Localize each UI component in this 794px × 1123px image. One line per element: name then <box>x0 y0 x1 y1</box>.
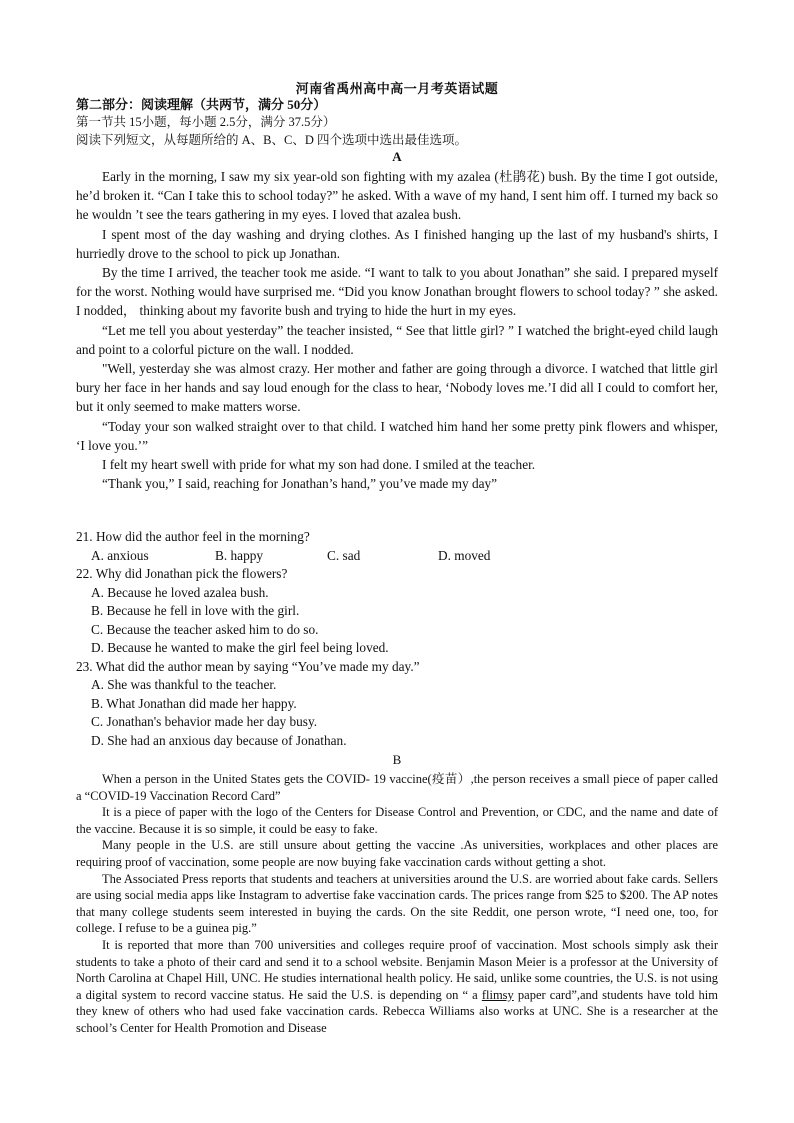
question-21: 21. How did the author feel in the morning? <box>76 529 310 544</box>
option[interactable]: D. moved <box>438 547 491 563</box>
question-21-options <box>76 547 718 566</box>
option[interactable]: B. happy <box>215 547 264 563</box>
passage-a <box>76 167 718 493</box>
passage-b-paragraph: When a person in the United States gets the COVID- 19 vaccine(疫苗）,the person receives a small piece of paper called a “COVID-19 Vaccination Record Card” <box>76 772 718 803</box>
instruction: 阅读下列短文，从每题所给的 A、B、C、D 四个选项中选出最佳选项。 <box>76 133 467 147</box>
passage-a-paragraph: “Thank you,” I said, reaching for Jonathan’s hand,” you’ve made my day” <box>102 476 498 492</box>
option[interactable]: A. She was thankful to the teacher. <box>91 677 277 692</box>
option[interactable]: B. What Jonathan did made her happy. <box>91 695 297 711</box>
passage-a-paragraph: “Let me tell you about yesterday” the teacher insisted, “ See that little girl? ” I watched the bright-eyed child laugh and point to a colorful picture on the wall. I nodded. <box>76 322 718 357</box>
passage-a-paragraph: I spent most of the day washing and drying clothes. As I finished hanging up the last of my husband's shirts, I hurriedly drove to the school to pick up Jonathan. <box>76 226 718 261</box>
option[interactable]: A. Because he loved azalea bush. <box>91 584 269 600</box>
passage-a-paragraph: Early in the morning, I saw my six year-old son fighting with my azalea (杜鹃花) bush. By the time I got outside, he’d broken it. “Can I take this to school today?” he asked. With a wave of my hand, I sent him off. I turned my back so he wouldn ’t see the tears gathering in my eyes. I loved that azalea bush. <box>76 169 718 223</box>
passage-b-paragraph: It is a piece of paper with the logo of the Centers for Disease Control and Prevention, or CDC, and the name and date of the vaccine. Because it is so simple, it could be easy to fake. <box>76 805 718 836</box>
page-title: 河南省禹州高中高一月考英语试题 <box>295 81 499 96</box>
option[interactable]: D. Because he wanted to make the girl feel being loved. <box>91 640 389 655</box>
section-note: 第一节共 15小题，每小题 2.5分，满分 37.5分） <box>76 115 336 129</box>
text-run: paper card”,and students have told him they knew of others who had used fake vaccination cards. Rebecca Williams also works at UNC. She is a researcher at the school’s Center for Health Promotion and Disease <box>76 987 718 1035</box>
underlined-word: flimsy <box>481 987 514 1002</box>
passage-b-label: B <box>392 752 402 767</box>
option[interactable]: D. She had an anxious day because of Jonathan. <box>91 732 347 748</box>
option[interactable]: C. sad <box>327 547 361 563</box>
part-heading: 第二部分：阅读理解（共两节，满分 50分） <box>76 97 327 112</box>
passage-b-paragraph <box>76 937 718 1037</box>
passage-b-paragraph: Many people in the U.S. are still unsure about getting the vaccine .As universities, workplaces and other places are requiring proof of vaccination, some people are now buying fake vaccination cards without getting a shot. <box>76 838 718 869</box>
question-22: 22. Why did Jonathan pick the flowers? <box>76 566 288 581</box>
option[interactable]: C. Jonathan's behavior made her day busy. <box>91 714 318 729</box>
passage-a-paragraph: I felt my heart swell with pride for what my son had done. I smiled at the teacher. <box>102 457 536 473</box>
option[interactable]: A. anxious <box>91 547 149 563</box>
passage-a-paragraph: “Today your son walked straight over to that child. I watched him hand her some pretty pink flowers and whisper, ‘I love you.’” <box>76 418 718 453</box>
text-run: It is reported that more than 700 universities and colleges require proof of vaccination. Most schools simply ask their students to take a photo of their card and send it to a school website. Benjamin Mason Meier is a professor at the University of North Carolina at Chapel Hill, UNC. He studies international health policy. He said, unlike some countries, the U.S. is not using a digital system to record vaccine status. He said the U.S. is depending on “ a <box>76 937 718 1002</box>
passage-a-label: A <box>392 149 402 164</box>
passage-a-paragraph: "Well, yesterday she was almost crazy. Her mother and father are going through a divorce. I watched that little girl bury her face in her hands and say loud enough for the class to hear, ‘Nobody loves me.’I did all I could to comfort her, but it only seemed to make matters worse. <box>76 361 718 415</box>
passage-b-paragraph: The Associated Press reports that students and teachers at universities around the U.S. are worried about fake cards. Sellers are using social media apps like Instagram to advertise fake vaccination cards. The prices range from $25 to $200. The AP notes that many college students seem interested in buying the cards. On the site Reddit, one person wrote, “I need one, too, for college. I refuse to be a guinea pig.” <box>76 871 718 936</box>
passage-b <box>76 771 718 1037</box>
passage-a-paragraph: By the time I arrived, the teacher took me aside. “I want to talk to you about Jonathan” she said. I prepared myself for the worst. Nothing would have surprised me. “Did you know Jonathan brought flowers to school today? ” she asked. I nodded， thinking about my favorite bush and trying to hide the hurt in my eyes. <box>76 265 718 319</box>
option[interactable]: B. Because he fell in love with the girl. <box>91 603 300 618</box>
questions <box>76 528 718 750</box>
option[interactable]: C. Because the teacher asked him to do so. <box>91 621 319 637</box>
question-23: 23. What did the author mean by saying “You’ve made my day.” <box>76 658 420 674</box>
